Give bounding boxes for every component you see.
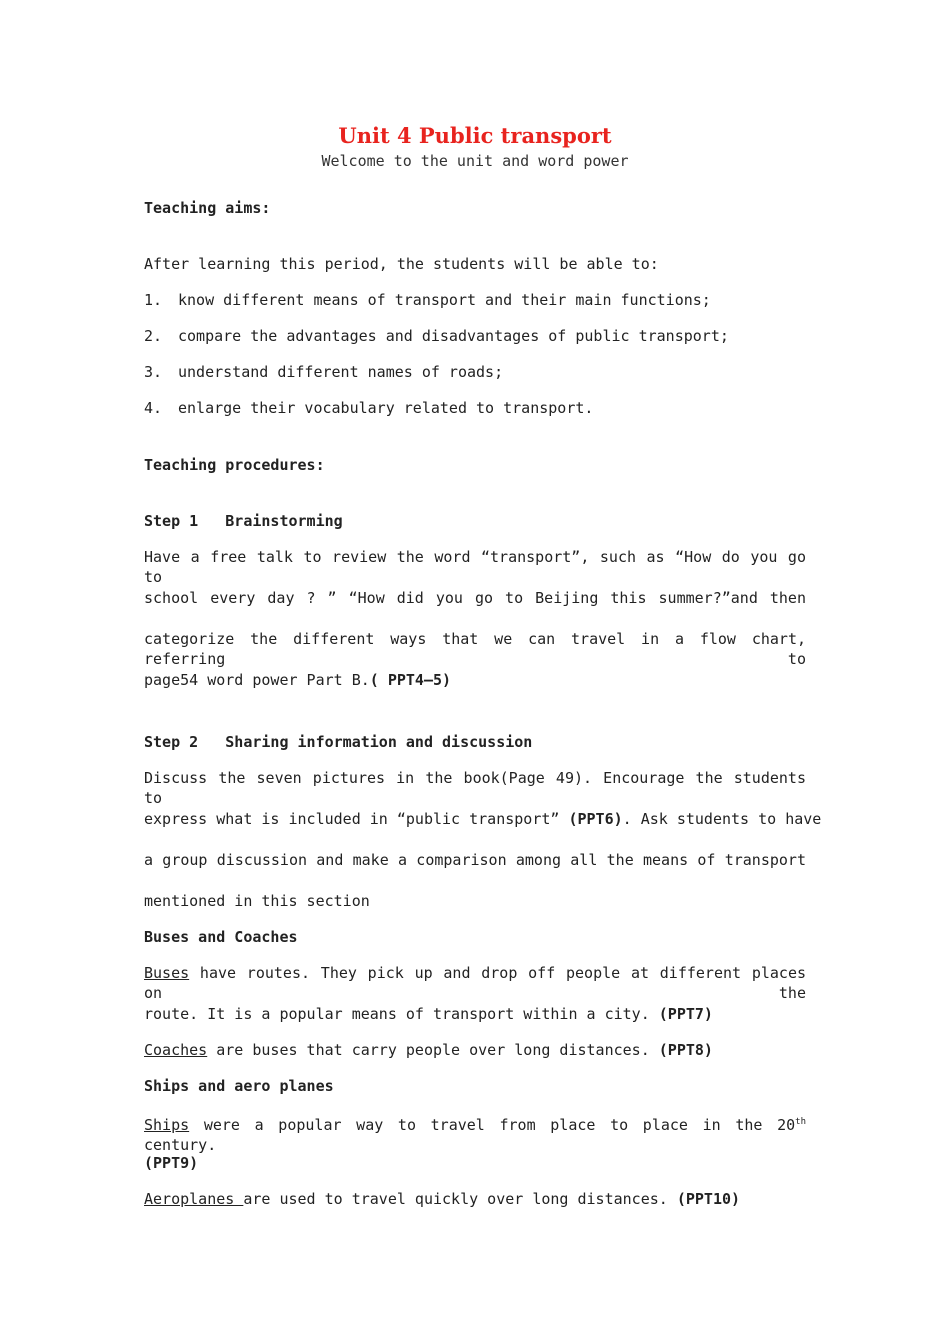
aeroplanes-text: are used to travel quickly over long distances. bbox=[243, 1190, 677, 1208]
step2-text: . Ask students to have bbox=[622, 810, 822, 828]
buses-term: Buses bbox=[144, 964, 190, 982]
step1-line: categorize the different ways that we can travel in a flow chart, referring to bbox=[144, 630, 806, 668]
aim-number: 4. bbox=[144, 399, 163, 417]
ships-text-end: century. bbox=[144, 1136, 217, 1154]
step1-ppt-ref: ( PPT4—5) bbox=[369, 671, 452, 689]
aim-item bbox=[144, 326, 729, 346]
ships-term: Ships bbox=[144, 1116, 190, 1134]
aim-text: compare the advantages and disadvantages of public transport; bbox=[178, 327, 729, 345]
aeroplanes-line bbox=[144, 1189, 740, 1209]
step2-line: Discuss the seven pictures in the book(Page 49). Encourage the students to bbox=[144, 769, 806, 807]
aim-number: 2. bbox=[144, 327, 163, 345]
aims-intro: After learning this period, the students will be able to: bbox=[144, 255, 659, 273]
coaches-ppt-ref: (PPT8) bbox=[658, 1041, 713, 1059]
step2-line bbox=[144, 809, 822, 829]
ships-heading: Ships and aero planes bbox=[144, 1077, 334, 1095]
ships-superscript: th bbox=[795, 1117, 806, 1127]
step1-line: Have a free talk to review the word “transport”, such as “How do you go to bbox=[144, 548, 806, 586]
aeroplanes-term: Aeroplanes bbox=[144, 1190, 244, 1208]
step1-line-last bbox=[144, 670, 451, 690]
buses-ppt-ref: (PPT7) bbox=[658, 1005, 713, 1023]
aeroplanes-ppt-ref: (PPT10) bbox=[676, 1190, 741, 1208]
ships-line bbox=[144, 1112, 806, 1155]
aim-item bbox=[144, 290, 711, 310]
coaches-text: are buses that carry people over long distances. bbox=[207, 1041, 659, 1059]
buses-heading: Buses and Coaches bbox=[144, 928, 298, 946]
page-subtitle: Welcome to the unit and word power bbox=[321, 152, 629, 170]
buses-text: route. It is a popular means of transport within a city. bbox=[144, 1005, 659, 1023]
aim-item bbox=[144, 398, 593, 418]
buses-line bbox=[144, 1004, 713, 1024]
ships-ppt-ref: (PPT9) bbox=[144, 1154, 199, 1172]
buses-text: have routes. They pick up and drop off people at different places on the bbox=[144, 964, 806, 1002]
step1-line: school every day ? ” “How did you go to Beijing this summer?”and then bbox=[144, 589, 806, 607]
step2-text: express what is included in “public transport” bbox=[144, 810, 569, 828]
aim-number: 1. bbox=[144, 291, 163, 309]
aim-text: enlarge their vocabulary related to transport. bbox=[178, 399, 594, 417]
buses-line bbox=[144, 963, 806, 1003]
step2-line: mentioned in this section bbox=[144, 892, 370, 910]
aim-number: 3. bbox=[144, 363, 163, 381]
aim-item bbox=[144, 362, 503, 382]
ships-text: were a popular way to travel from place to place in the 20 bbox=[189, 1116, 796, 1134]
step2-ppt-ref: (PPT6) bbox=[568, 810, 623, 828]
procedures-heading: Teaching procedures: bbox=[144, 456, 325, 474]
aims-heading: Teaching aims: bbox=[144, 199, 271, 217]
step1-last-text: page54 word power Part B. bbox=[144, 671, 370, 689]
step2-line: a group discussion and make a comparison among all the means of transport bbox=[144, 851, 806, 869]
aim-text: understand different names of roads; bbox=[178, 363, 504, 381]
coaches-line bbox=[144, 1040, 713, 1060]
page-title: Unit 4 Public transport bbox=[338, 123, 612, 148]
coaches-term: Coaches bbox=[144, 1041, 208, 1059]
step1-heading: Step 1 Brainstorming bbox=[144, 512, 343, 530]
step2-heading: Step 2 Sharing information and discussion bbox=[144, 733, 533, 751]
aim-text: know different means of transport and their main functions; bbox=[178, 291, 711, 309]
